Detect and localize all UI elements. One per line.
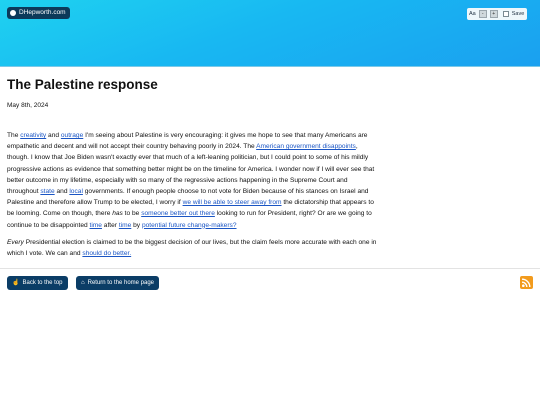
house-icon: ⌂ xyxy=(81,280,85,286)
body-text: to be xyxy=(122,210,142,218)
body-text: I'm seeing about Palestine is very encouraging: it gives me hope to see that many Americans are empathetic and decent and will not accept their country behaving poorly in 2024. The xyxy=(7,132,368,151)
body-text: , though. I know that Joe Biden wasn't exactly ever that much of a left-leaning politician, but I could point to some of his mildly progressive actions as evidence that something better might be on the timeline for America. I wonder now if I will ever see that better outcome in my lifetime, especially with so many of the regressive actions happening in the Supreme Court and throughout xyxy=(7,143,375,196)
pointing-up-hand-icon: ☝ xyxy=(12,280,20,286)
font-size-label: Aa xyxy=(469,11,476,17)
rss-glyph xyxy=(520,276,533,289)
body-text: the dictatorship that appears to be looming. Come on though, there xyxy=(7,199,374,218)
inline-link[interactable]: local xyxy=(69,188,83,196)
article-paragraph-1 xyxy=(7,130,379,231)
article-paragraph-2 xyxy=(7,237,379,259)
footer-divider xyxy=(0,268,540,269)
emphasis-text: Every xyxy=(7,239,24,246)
home-page-button[interactable] xyxy=(76,276,159,290)
inline-link[interactable]: potential future change-makers? xyxy=(141,221,237,229)
inline-link[interactable]: time xyxy=(118,221,132,229)
inline-link[interactable]: American government disappoints xyxy=(256,143,356,151)
body-text: Presidential election is claimed to be the biggest decision of our lives, but the claim feels more accurate with each one in which I vote. We can and xyxy=(7,239,377,258)
back-to-top-label: Back to the top xyxy=(22,280,63,286)
body-text: by xyxy=(131,221,142,229)
page-title: The Palestine response xyxy=(7,77,158,92)
inline-link[interactable]: we will be able to steer away from xyxy=(182,199,282,207)
inline-link[interactable]: outrage xyxy=(60,132,84,139)
increase-font-button[interactable]: + xyxy=(490,10,498,18)
inline-link[interactable]: time xyxy=(89,221,102,229)
emphasis-text: has xyxy=(112,210,123,218)
save-label: Save xyxy=(511,11,525,17)
post-date: May 8th, 2024 xyxy=(7,102,49,109)
inline-link[interactable]: state xyxy=(40,188,55,196)
body-text: The xyxy=(7,132,21,139)
site-logo-link[interactable] xyxy=(7,7,70,19)
body-text: and xyxy=(54,188,70,196)
inline-link[interactable]: should do better. xyxy=(82,250,132,258)
reader-toolbar xyxy=(467,8,527,20)
save-checkbox[interactable] xyxy=(503,11,509,17)
body-text: after xyxy=(101,221,119,229)
inline-link[interactable]: someone better out there xyxy=(141,210,215,218)
home-page-label: Return to the home page xyxy=(87,280,155,286)
rss-feed-icon[interactable] xyxy=(520,276,533,289)
body-text: and xyxy=(46,132,61,139)
body-text: looking to run for President, right? Or are we going to continue to be disappointed xyxy=(7,210,372,229)
decrease-font-button[interactable]: - xyxy=(479,10,487,18)
site-logo-icon xyxy=(10,10,16,16)
back-to-top-button[interactable] xyxy=(7,276,68,290)
site-name: DHepworth.com xyxy=(19,9,66,16)
inline-link[interactable]: creativity xyxy=(20,132,47,139)
body-text: governments. If enough people choose to not vote for Biden because of his stances on Israel and Palestine and therefore allow Trump to be elected, I worry if xyxy=(7,188,369,207)
header-banner xyxy=(0,0,540,67)
